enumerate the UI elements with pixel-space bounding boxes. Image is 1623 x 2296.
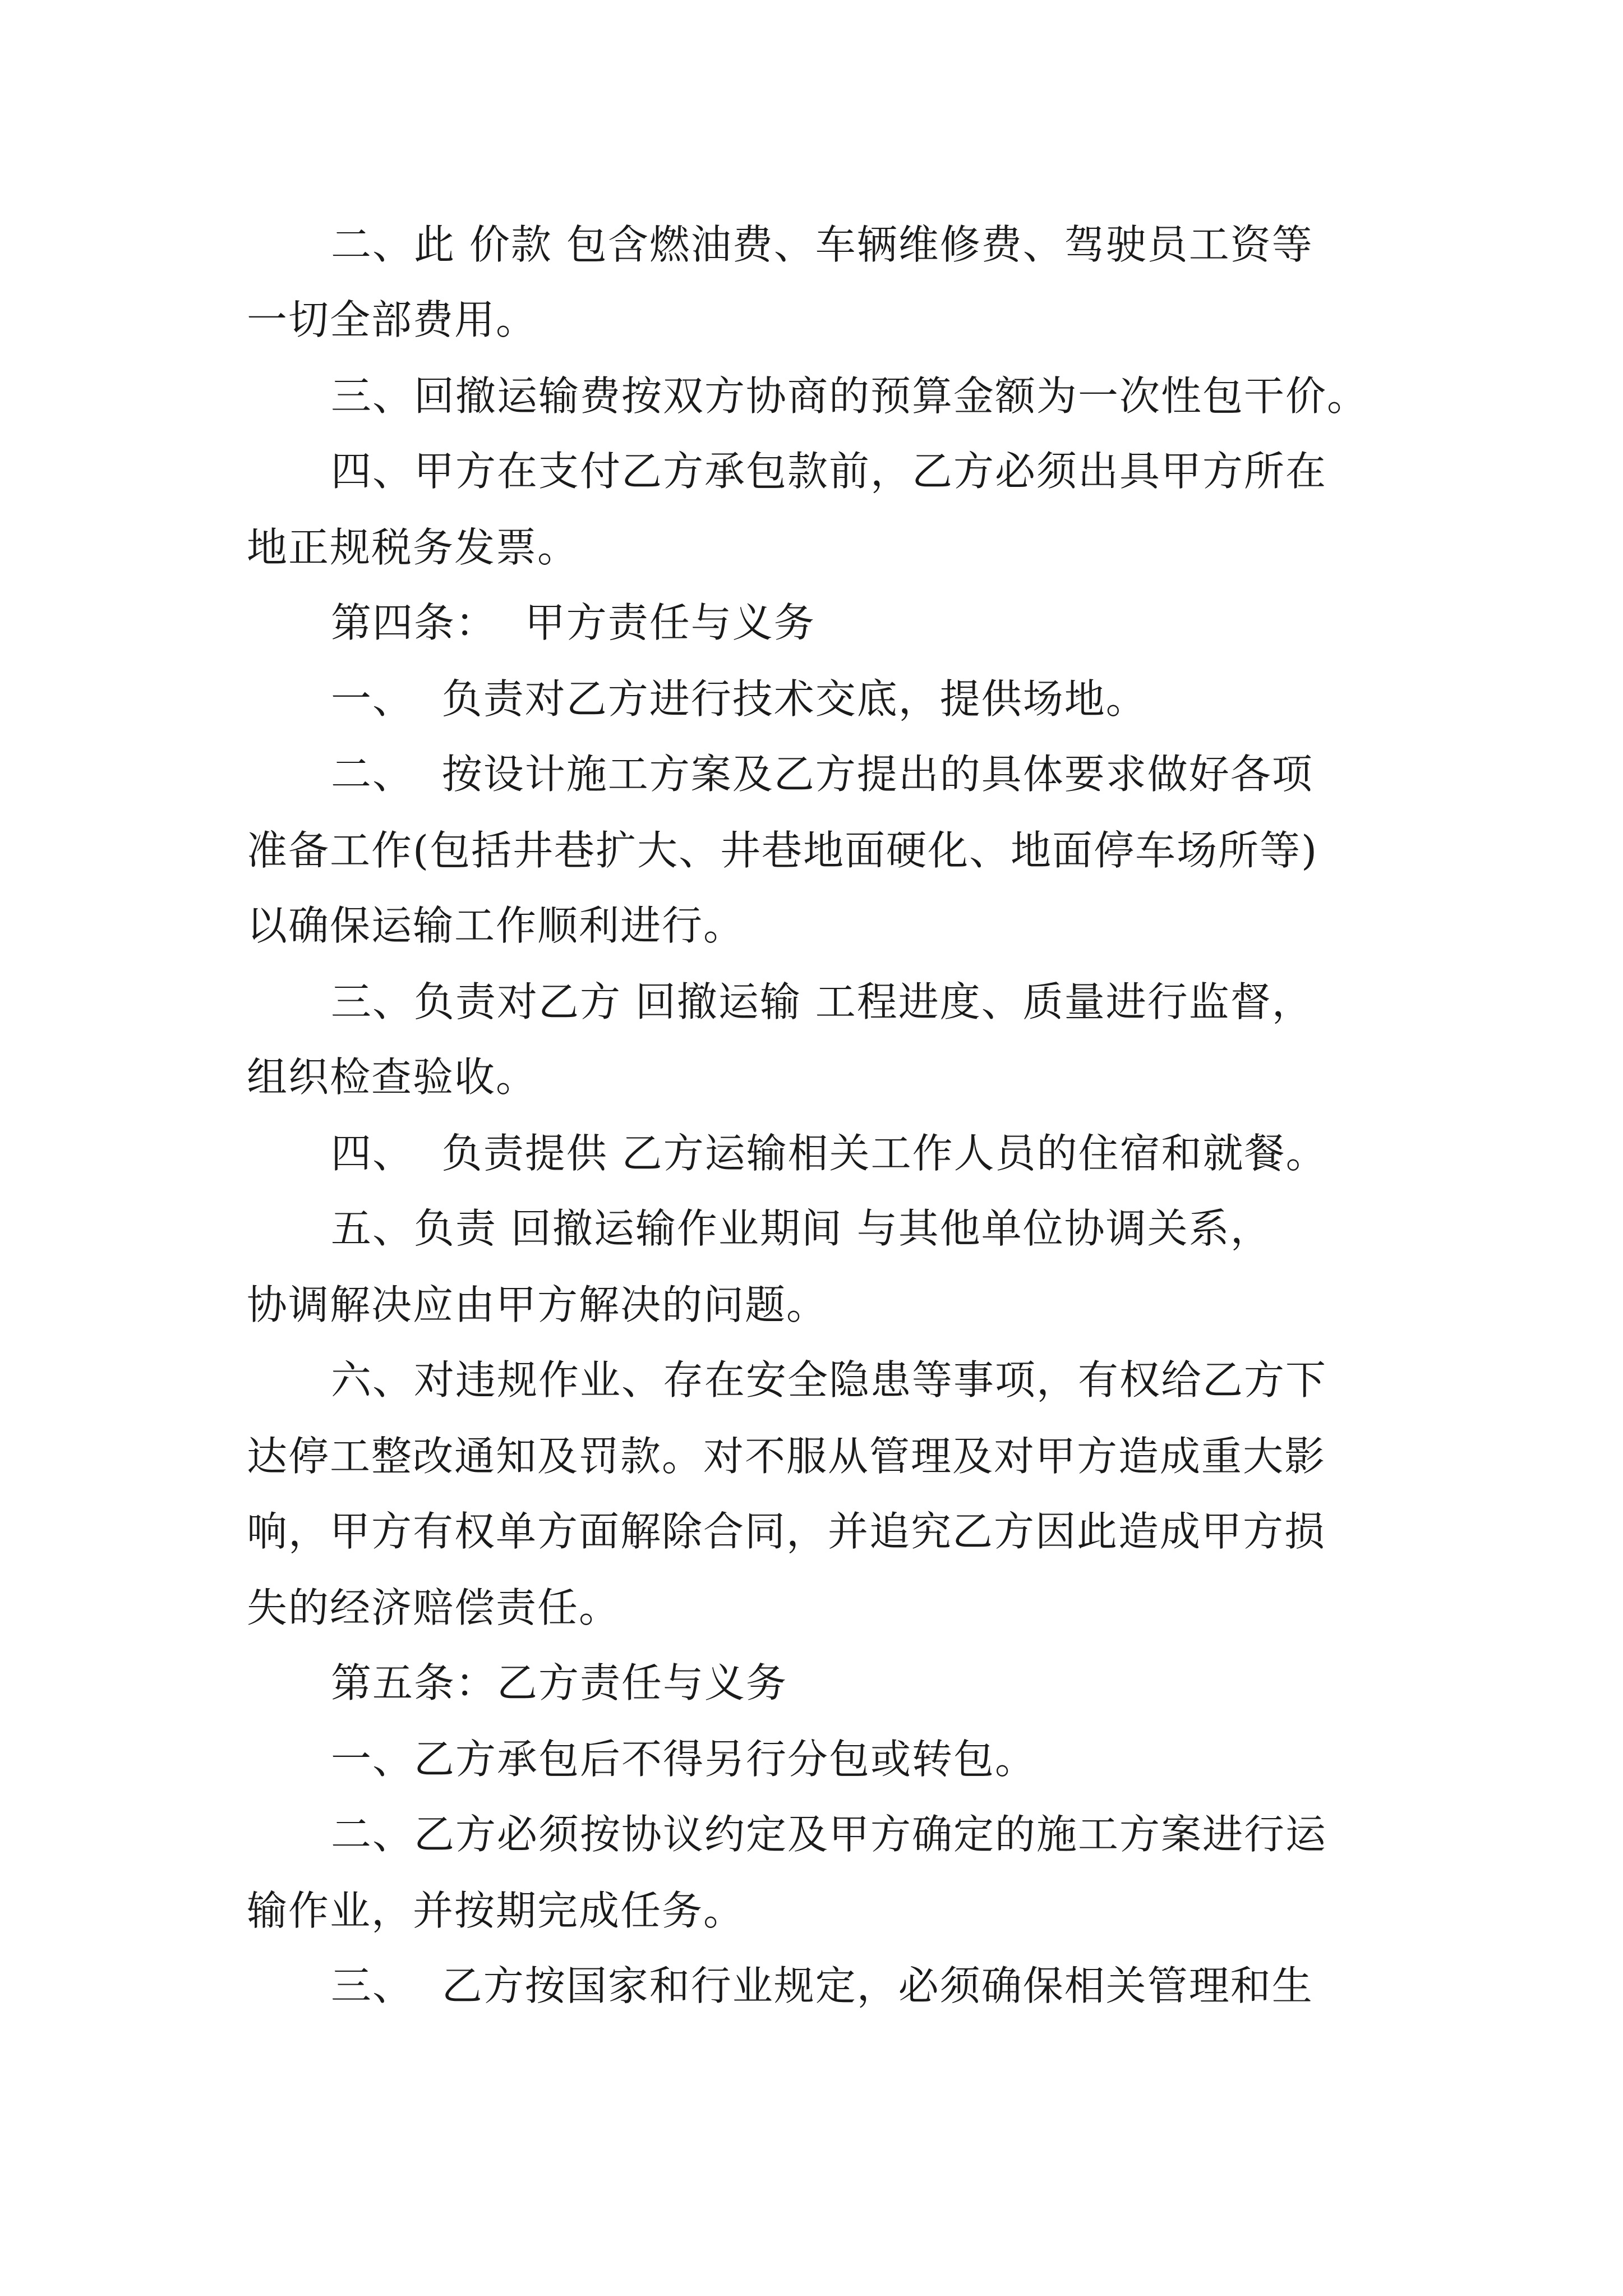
text-line: 以确保运输工作顺利进行。 (247, 902, 745, 949)
text-line: 协调解决应由甲方解决的问题。 (247, 1281, 828, 1328)
text-line: 四、甲方在支付乙方承包款前，乙方必须出具甲方所在 (331, 448, 1327, 495)
text-line: 失的经济赔偿责任。 (247, 1584, 621, 1631)
section-heading: 第四条： 甲方责任与义务 (331, 599, 815, 646)
text-line: 三、负责对乙方 回撤运输 工程进度、质量进行监督， (331, 978, 1313, 1025)
text-line: 二、乙方必须按协议约定及甲方确定的施工方案进行运 (331, 1811, 1327, 1858)
text-line: 一、乙方承包后不得另行分包或转包。 (331, 1736, 1037, 1783)
text-line: 响，甲方有权单方面解除合同，并追究乙方因此造成甲方损 (247, 1508, 1326, 1555)
text-line: 二、 按设计施工方案及乙方提出的具体要求做好各项 (331, 751, 1313, 798)
text-line: 五、负责 回撤运输作业期间 与其他单位协调关系， (331, 1205, 1272, 1252)
text-line: 一、 负责对乙方进行技术交底，提供场地。 (331, 675, 1147, 723)
text-line: 输作业，并按期完成任务。 (247, 1887, 745, 1934)
text-line: 三、 乙方按国家和行业规定，必须确保相关管理和生 (331, 1962, 1313, 2009)
text-line: 一切全部费用。 (247, 296, 538, 343)
text-line: 准备工作(包括井巷扩大、井巷地面硬化、地面停车场所等) (247, 827, 1318, 874)
text-line: 二、此 价款 包含燃油费、车辆维修费、驾驶员工资等 (331, 221, 1313, 268)
section-heading: 第五条：乙方责任与义务 (331, 1659, 788, 1706)
text-line: 地正规税务发票。 (247, 524, 579, 571)
text-line: 达停工整改通知及罚款。对不服从管理及对甲方造成重大影 (247, 1433, 1326, 1480)
text-line: 组织检查验收。 (247, 1053, 538, 1101)
text-line: 六、对违规作业、存在安全隐患等事项，有权给乙方下 (331, 1356, 1327, 1404)
text-line: 三、回撤运输费按双方协商的预算金额为一次性包干价。 (331, 372, 1369, 420)
text-line: 四、 负责提供 乙方运输相关工作人员的住宿和就餐。 (331, 1130, 1327, 1177)
